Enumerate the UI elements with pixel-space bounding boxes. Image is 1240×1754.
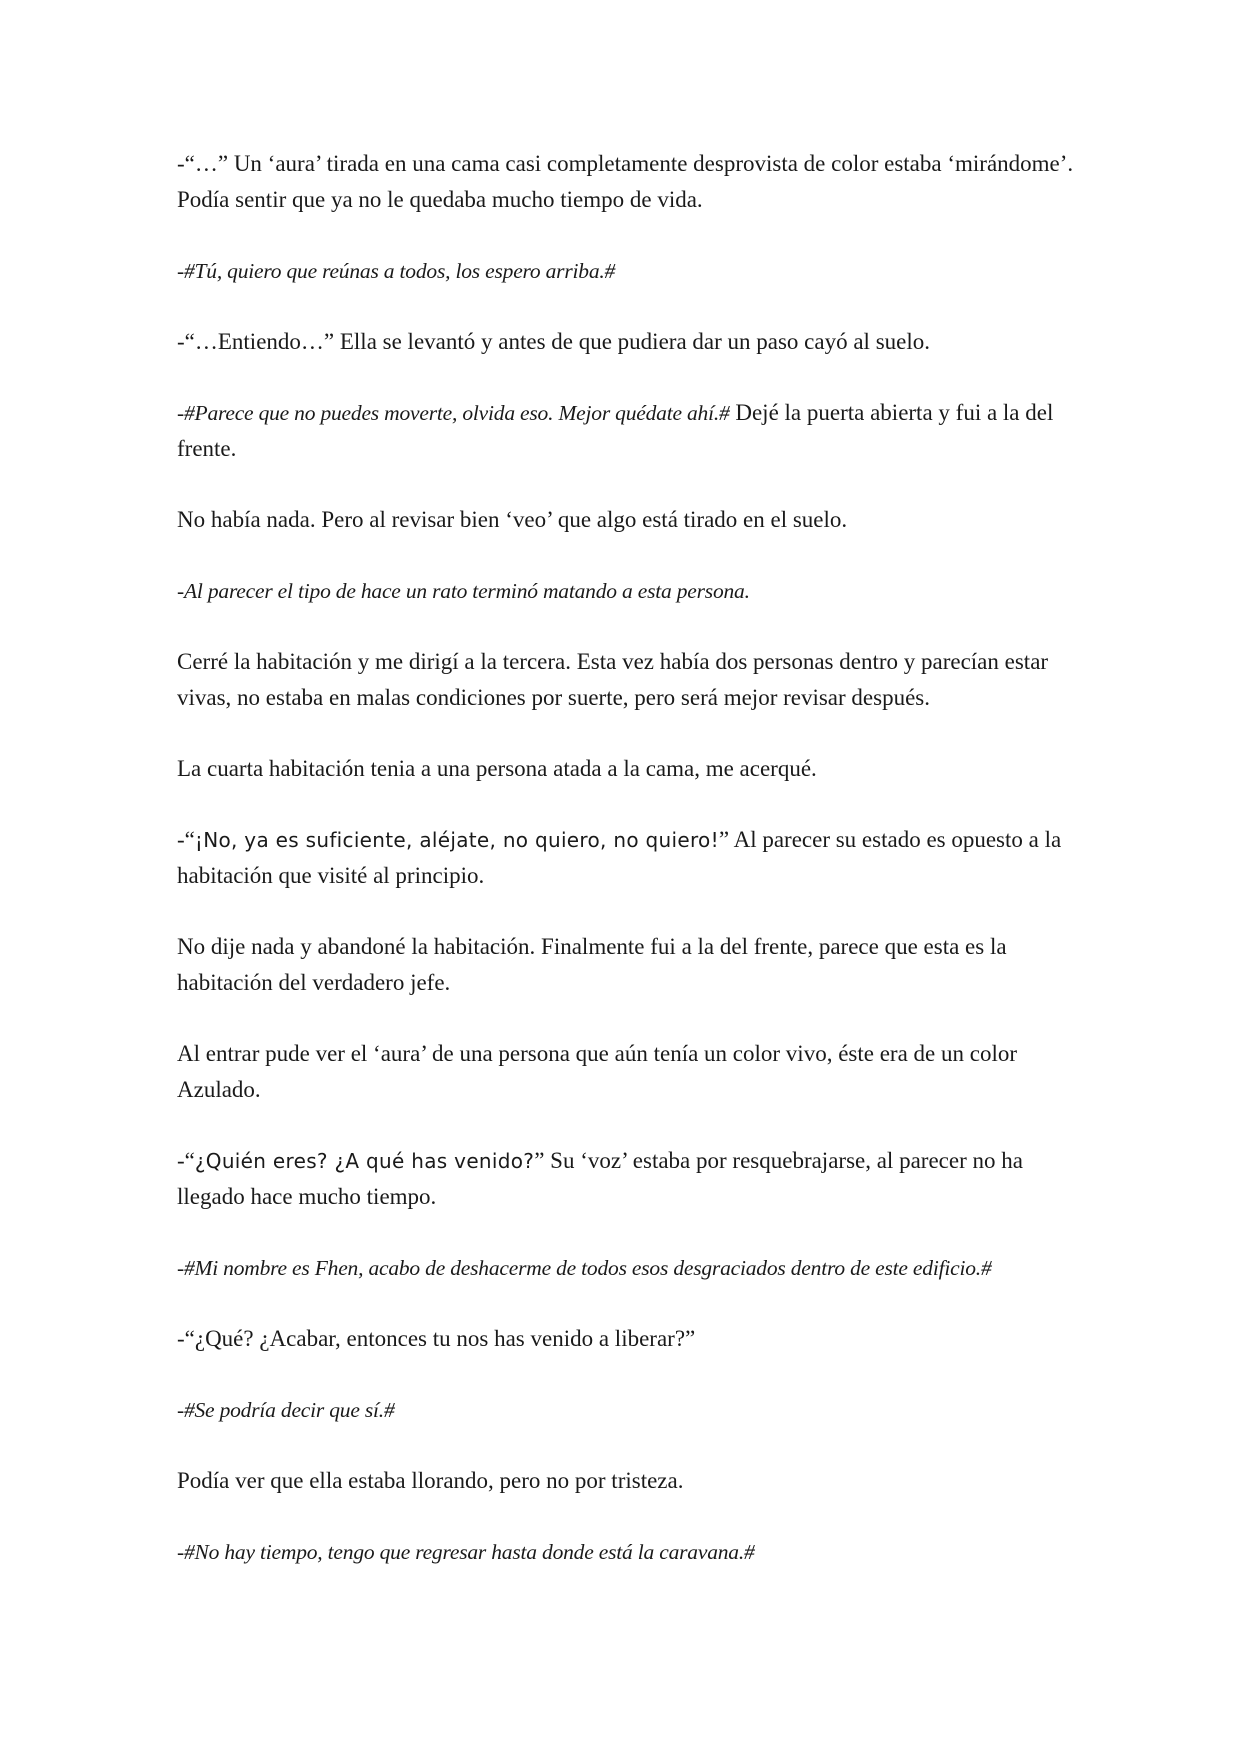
paragraph: No dije nada y abandoné la habitación. Finalmente fui a la del frente, parece que esta es la habitación del verdadero jefe. xyxy=(177,934,1007,995)
plain-span: Dejé la puerta abierta y fui a la del frente. xyxy=(177,400,1054,461)
handwritten-span: ¿Quién eres? ¿A qué has venido? xyxy=(194,1149,535,1173)
document-body xyxy=(177,146,1077,1605)
paragraph: Podía ver que ella estaba llorando, pero no por tristeza. xyxy=(177,1468,684,1493)
paragraph: Cerré la habitación y me dirigí a la tercera. Esta vez había dos personas dentro y parecían estar vivas, no estaba en malas condiciones por suerte, pero será mejor revisar después. xyxy=(177,649,1049,710)
paragraph-mixed xyxy=(177,395,1077,467)
paragraph-italic: -Al parecer el tipo de hace un rato terminó matando a esta persona. xyxy=(177,579,750,603)
paragraph: Al entrar pude ver el ‘aura’ de una persona que aún tenía un color vivo, éste era de un color Azulado. xyxy=(177,1041,1017,1102)
paragraph: La cuarta habitación tenia a una persona atada a la cama, me acerqué. xyxy=(177,756,817,781)
paragraph: -“…” Un ‘aura’ tirada en una cama casi completamente desprovista de color estaba ‘mirándome’. Podía sentir que ya no le quedaba mucho tiempo de vida. xyxy=(177,151,1074,212)
paragraph-italic: -#No hay tiempo, tengo que regresar hasta donde está la caravana.# xyxy=(177,1540,755,1564)
paragraph: No había nada. Pero al revisar bien ‘veo’ que algo está tirado en el suelo. xyxy=(177,507,848,532)
paragraph: -“…Entiendo…” Ella se levantó y antes de que pudiera dar un paso cayó al suelo. xyxy=(177,329,930,354)
paragraph-mixed xyxy=(177,1143,1077,1215)
italic-span: -#Parece que no puedes moverte, olvida eso. Mejor quédate ahí.# xyxy=(177,401,730,425)
paragraph-mixed xyxy=(177,822,1077,894)
plain-span: ” Su ‘voz’ estaba por resquebrajarse, al parecer no ha llegado hace mucho tiempo. xyxy=(177,1148,1023,1209)
paragraph-italic: -#Tú, quiero que reúnas a todos, los espero arriba.# xyxy=(177,259,616,283)
paragraph-italic: -#Se podría decir que sí.# xyxy=(177,1398,395,1422)
plain-span: -“ xyxy=(177,1148,195,1173)
paragraph: -“¿Qué? ¿Acabar, entonces tu nos has venido a liberar?” xyxy=(177,1326,696,1351)
handwritten-span: ¡No, ya es suficiente, aléjate, no quiero, no quiero! xyxy=(194,828,719,852)
paragraph-italic: -#Mi nombre es Fhen, acabo de deshacerme de todos esos desgraciados dentro de este edificio.# xyxy=(177,1256,992,1280)
plain-span: ” Al parecer su estado es opuesto a la habitación que visité al principio. xyxy=(177,827,1062,888)
plain-span: -“ xyxy=(177,827,195,852)
